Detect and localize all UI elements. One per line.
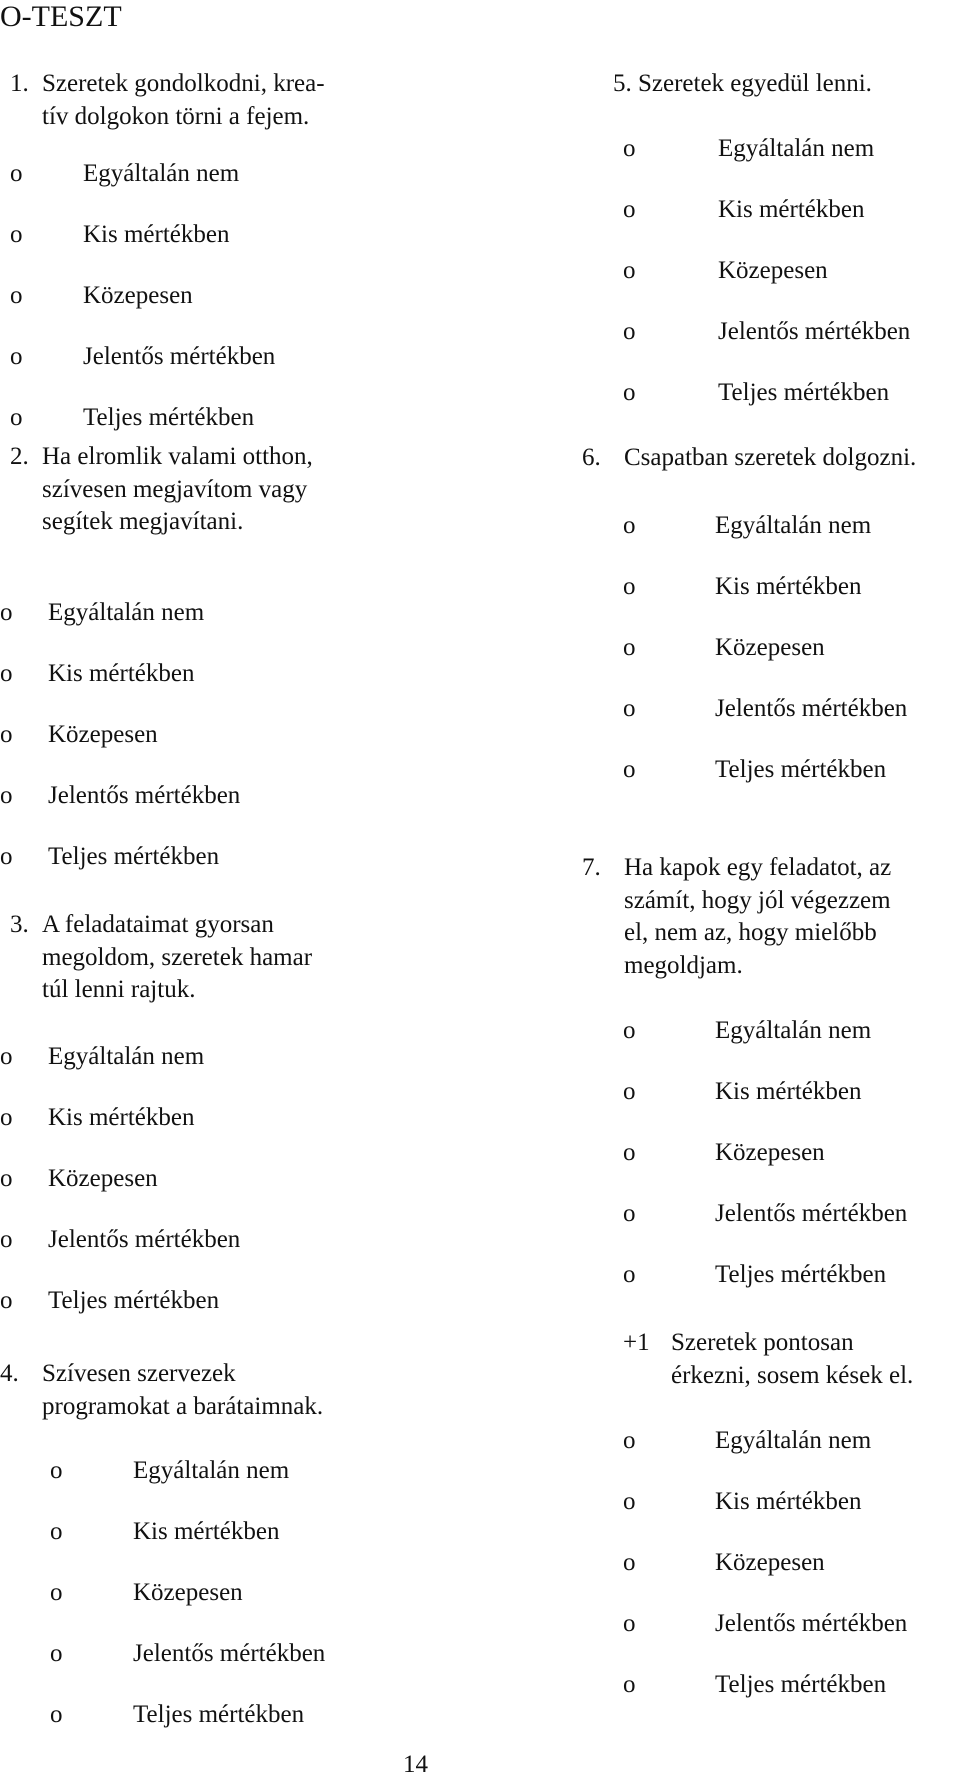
question-text: Csapatban szeretek dolgozni. (624, 444, 917, 471)
option-bullet-icon: o (0, 1043, 13, 1070)
option-label: Kis mértékben (48, 1104, 195, 1131)
option-label: Kis mértékben (718, 196, 865, 223)
question-3 (10, 909, 312, 1007)
option-label: Jelentős mértékben (48, 1226, 241, 1253)
option-bullet-icon: o (10, 160, 23, 187)
option-bullet-icon: o (623, 135, 636, 162)
option-bullet-icon: o (0, 782, 13, 809)
option-bullet-icon: o (623, 1488, 636, 1515)
option-label: Egyáltalán nem (133, 1457, 290, 1484)
option-label: Közepesen (133, 1579, 243, 1606)
option-label: Egyáltalán nem (48, 599, 205, 626)
question-number: +1 (623, 1329, 650, 1356)
option-label: Teljes mértékben (83, 404, 255, 431)
option-label: Közepesen (715, 1549, 825, 1576)
question-8 (623, 1327, 913, 1392)
option-bullet-icon: o (623, 1261, 636, 1288)
question-number: 7. (582, 854, 601, 881)
option-label: Kis mértékben (715, 1488, 862, 1515)
option-label: Jelentős mértékben (48, 782, 241, 809)
option-bullet-icon: o (623, 196, 636, 223)
option-label: Egyáltalán nem (718, 135, 875, 162)
option-bullet-icon: o (623, 1139, 636, 1166)
option-label: Teljes mértékben (715, 1261, 887, 1288)
option-label: Közepesen (715, 1139, 825, 1166)
option-label: Teljes mértékben (715, 1671, 887, 1698)
option-bullet-icon: o (623, 1078, 636, 1105)
option-bullet-icon: o (623, 1427, 636, 1454)
option-label: Egyáltalán nem (715, 512, 872, 539)
question-number: 5. (613, 70, 632, 97)
option-bullet-icon: o (0, 1287, 13, 1314)
option-bullet-icon: o (10, 343, 23, 370)
option-bullet-icon: o (623, 1200, 636, 1227)
option-bullet-icon: o (50, 1701, 63, 1728)
option-label: Kis mértékben (715, 573, 862, 600)
option-label: Jelentős mértékben (133, 1640, 326, 1667)
question-6 (582, 442, 916, 475)
option-label: Kis mértékben (83, 221, 230, 248)
option-label: Teljes mértékben (718, 379, 890, 406)
question-number: 2. (10, 443, 29, 470)
page-number: 14 (403, 1751, 428, 1778)
question-5 (613, 68, 872, 101)
option-label: Kis mértékben (133, 1518, 280, 1545)
option-label: Közepesen (48, 721, 158, 748)
option-label: Jelentős mértékben (715, 695, 908, 722)
page-title: O-TESZT (0, 0, 122, 33)
question-text: Ha elromlik valami otthon, szívesen megjavítom vagy segítek megjavítani. (42, 443, 313, 535)
option-bullet-icon: o (50, 1457, 63, 1484)
question-text: Szeretek egyedül lenni. (638, 70, 872, 97)
option-bullet-icon: o (623, 318, 636, 345)
option-label: Közepesen (48, 1165, 158, 1192)
question-text: Szeretek gondolkodni, krea- tív dolgokon törni a fejem. (42, 70, 325, 130)
question-7 (582, 852, 891, 982)
option-bullet-icon: o (50, 1579, 63, 1606)
option-label: Közepesen (83, 282, 193, 309)
question-1 (10, 68, 325, 133)
option-bullet-icon: o (623, 379, 636, 406)
question-text: A feladataimat gyorsan megoldom, szeretek hamar túl lenni rajtuk. (42, 911, 313, 1003)
question-text: Szívesen szervezek programokat a barátaimnak. (42, 1360, 324, 1420)
option-label: Egyáltalán nem (48, 1043, 205, 1070)
option-bullet-icon: o (50, 1640, 63, 1667)
option-bullet-icon: o (623, 756, 636, 783)
option-label: Egyáltalán nem (715, 1427, 872, 1454)
option-label: Jelentős mértékben (715, 1610, 908, 1637)
option-bullet-icon: o (623, 1671, 636, 1698)
option-bullet-icon: o (0, 660, 13, 687)
option-bullet-icon: o (0, 1165, 13, 1192)
option-label: Teljes mértékben (48, 1287, 220, 1314)
question-text: Szeretek pontosan érkezni, sosem kések el. (671, 1329, 914, 1389)
option-bullet-icon: o (0, 843, 13, 870)
option-label: Teljes mértékben (133, 1701, 305, 1728)
option-bullet-icon: o (623, 573, 636, 600)
option-label: Kis mértékben (715, 1078, 862, 1105)
option-label: Jelentős mértékben (718, 318, 911, 345)
option-bullet-icon: o (623, 512, 636, 539)
option-bullet-icon: o (623, 257, 636, 284)
option-label: Jelentős mértékben (83, 343, 276, 370)
option-bullet-icon: o (623, 1549, 636, 1576)
option-bullet-icon: o (623, 1610, 636, 1637)
question-2 (10, 441, 313, 539)
question-text: Ha kapok egy feladatot, az számít, hogy jól végezzem el, nem az, hogy mielőbb megoldjam. (624, 854, 892, 979)
option-label: Kis mértékben (48, 660, 195, 687)
question-number: 1. (10, 70, 29, 97)
option-bullet-icon: o (50, 1518, 63, 1545)
option-bullet-icon: o (623, 1017, 636, 1044)
option-label: Jelentős mértékben (715, 1200, 908, 1227)
option-bullet-icon: o (623, 634, 636, 661)
option-label: Egyáltalán nem (715, 1017, 872, 1044)
option-label: Közepesen (715, 634, 825, 661)
option-bullet-icon: o (623, 695, 636, 722)
option-bullet-icon: o (10, 221, 23, 248)
question-number: 3. (10, 911, 29, 938)
option-bullet-icon: o (0, 599, 13, 626)
question-number: 4. (0, 1360, 19, 1387)
option-label: Közepesen (718, 257, 828, 284)
question-number: 6. (582, 444, 601, 471)
option-label: Teljes mértékben (715, 756, 887, 783)
option-bullet-icon: o (0, 1104, 13, 1131)
option-label: Teljes mértékben (48, 843, 220, 870)
option-bullet-icon: o (0, 1226, 13, 1253)
option-bullet-icon: o (10, 282, 23, 309)
question-4 (0, 1358, 323, 1423)
option-bullet-icon: o (10, 404, 23, 431)
option-bullet-icon: o (0, 721, 13, 748)
option-label: Egyáltalán nem (83, 160, 240, 187)
